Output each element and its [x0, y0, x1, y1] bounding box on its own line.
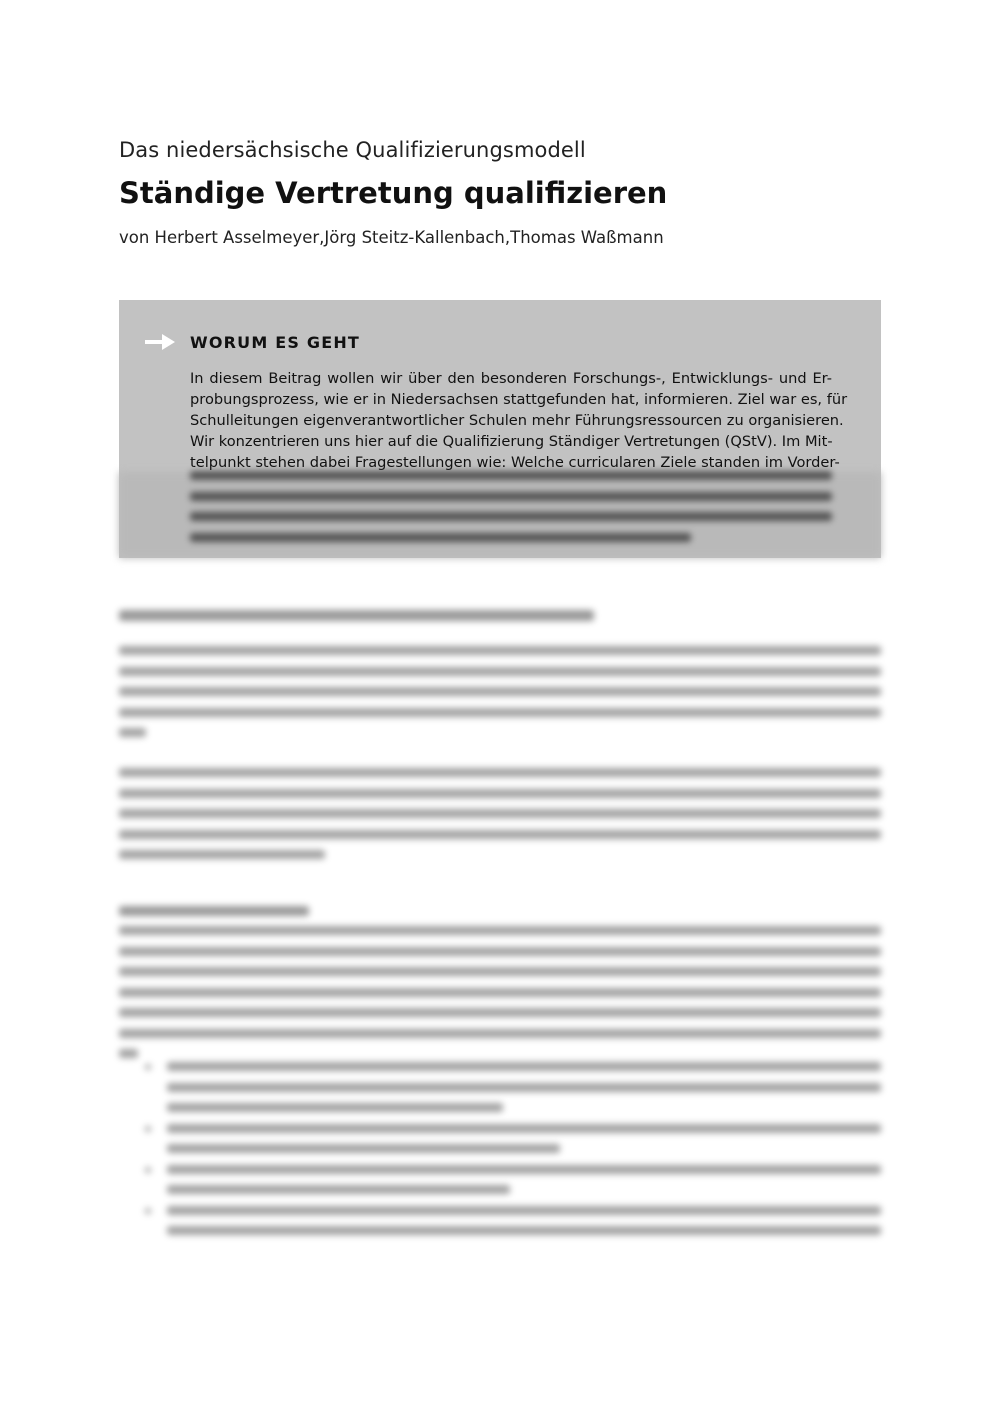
list-item	[145, 1062, 881, 1112]
summary-text	[190, 368, 848, 473]
blurred-section-heading	[119, 610, 594, 633]
list-item	[145, 1206, 881, 1236]
article-kicker: Das niedersächsische Qualifizierungsmodell	[119, 138, 586, 162]
summary-blurred-text	[190, 471, 832, 553]
summary-line: In diesem Beitrag wollen wir über den besonderen Forschungs-, Entwicklungs- und Er-	[190, 370, 832, 387]
arrow-right-icon	[145, 334, 175, 350]
summary-line: probungsprozess, wie er in Niedersachsen stattgefunden hat, informieren. Ziel war es, für	[190, 391, 848, 408]
list-item	[145, 1124, 881, 1154]
blurred-paragraph	[119, 926, 881, 1070]
blurred-paragraph	[119, 646, 881, 749]
blurred-bullet-list	[145, 1062, 881, 1247]
summary-box	[119, 300, 881, 558]
summary-line: Schulleitungen eigenverantwortlicher Schulen mehr Führungsressourcen zu organisieren.	[190, 412, 844, 429]
blurred-paragraph	[119, 768, 881, 871]
summary-line: telpunkt stehen dabei Fragestellungen wie: Welche curricularen Ziele standen im Vorder-	[190, 454, 840, 471]
list-item	[145, 1165, 881, 1195]
article-authors: von Herbert Asselmeyer,Jörg Steitz-Kallenbach,Thomas Waßmann	[119, 228, 664, 247]
blurred-subheading	[119, 906, 309, 928]
summary-line: Wir konzentrieren uns hier auf die Qualifizierung Ständiger Vertretungen (QStV). Im Mit-	[190, 433, 833, 450]
article-title: Ständige Vertretung qualifizieren	[119, 176, 668, 210]
summary-heading: WORUM ES GEHT	[190, 333, 361, 352]
